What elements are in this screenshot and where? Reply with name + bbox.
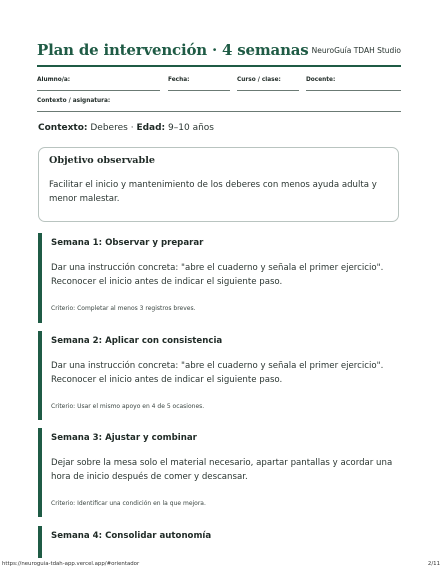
alumno-field[interactable]	[37, 74, 160, 91]
objective-card	[38, 147, 399, 222]
week-card-3	[38, 428, 404, 517]
week-criterio: Criterio: Identificar una condición en la que mejora.	[51, 500, 206, 507]
week-criterio: Criterio: Completar al menos 3 registros breves.	[51, 305, 196, 312]
curso-field[interactable]	[237, 74, 299, 91]
header-rule	[37, 65, 401, 67]
curso-label: Curso / clase:	[237, 77, 281, 83]
week-title: Semana 3: Ajustar y combinar	[51, 433, 197, 443]
week-title: Semana 1: Observar y preparar	[51, 238, 204, 248]
context-summary	[38, 123, 214, 133]
week-body: Dejar sobre la mesa solo el material necesario, apartar pantallas y acordar una hora de inicio después de comer y descansar.	[51, 458, 393, 482]
week-criterio: Criterio: Usar el mismo apoyo en 4 de 5 ocasiones.	[51, 403, 205, 410]
brand-name: NeuroGuía TDAH Studio	[311, 46, 401, 55]
week-body: Dar una instrucción concreta: "abre el cuaderno y señala el primer ejercicio". Reconocer el inicio antes de indicar el siguiente paso.	[51, 263, 384, 287]
edad-value: 9–10 años	[168, 123, 215, 133]
fecha-label: Fecha:	[168, 77, 190, 83]
objective-body: Facilitar el inicio y mantenimiento de los deberes con menos ayuda adulta y menor malestar.	[49, 180, 377, 204]
week-body: Dar una instrucción concreta: "abre el cuaderno y señala el primer ejercicio". Reconocer el inicio antes de indicar el siguiente paso.	[51, 361, 384, 385]
edad-label: Edad:	[136, 123, 166, 133]
week-title: Semana 2: Aplicar con consistencia	[51, 336, 223, 346]
page-title: Plan de intervención · 4 semanas	[37, 41, 309, 59]
alumno-label: Alumno/a:	[37, 77, 71, 83]
contexto-label: Contexto:	[38, 123, 88, 133]
fecha-field[interactable]	[168, 74, 230, 91]
docente-label: Docente:	[306, 77, 336, 83]
objective-heading: Objetivo observable	[49, 155, 155, 166]
contexto-separator: ·	[130, 123, 134, 133]
docente-field[interactable]	[306, 74, 401, 91]
week-card-4	[38, 526, 404, 558]
week-card-2	[38, 331, 404, 420]
page-number: 2/11	[427, 561, 440, 567]
week-title: Semana 4: Consolidar autonomía	[51, 531, 212, 541]
week-card-1	[38, 233, 404, 323]
contexto-value: Deberes	[90, 123, 128, 133]
contexto-asignatura-field[interactable]	[37, 95, 401, 112]
contexto-asignatura-label: Contexto / asignatura:	[37, 98, 111, 104]
footer-url[interactable]: https://neuroguia-tdah-app.vercel.app/#orientador	[2, 561, 140, 567]
